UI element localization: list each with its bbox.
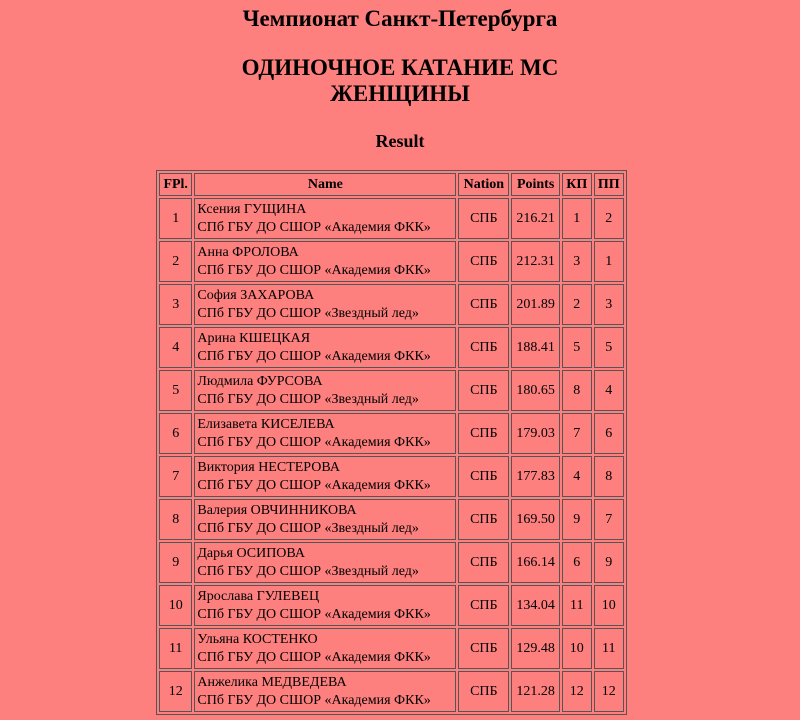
club-name: СПб ГБУ ДО СШОР «Академия ФКК» [197, 348, 431, 364]
pp-cell: 1 [594, 241, 624, 282]
club-name: СПб ГБУ ДО СШОР «Академия ФКК» [197, 606, 431, 622]
skater-name: Елизавета КИСЕЛЕВА [197, 416, 335, 432]
club-name: СПб ГБУ ДО СШОР «Академия ФКК» [197, 434, 431, 450]
club-name: СПб ГБУ ДО СШОР «Звездный лед» [197, 391, 419, 407]
points-cell: 201.89 [511, 284, 560, 325]
skater-name: Ксения ГУЩИНА [197, 201, 307, 217]
place-cell: 3 [159, 284, 192, 325]
pp-cell: 7 [594, 499, 624, 540]
points-cell: 169.50 [511, 499, 560, 540]
pp-cell: 11 [594, 628, 624, 669]
kp-cell: 4 [562, 456, 592, 497]
table-row [159, 241, 624, 282]
club-name: СПб ГБУ ДО СШОР «Академия ФКК» [197, 477, 431, 493]
name-cell [194, 241, 456, 282]
column-header-kp: КП [562, 173, 592, 196]
skater-name: Ульяна КОСТЕНКО [197, 631, 318, 647]
nation-cell: СПБ [458, 542, 509, 583]
name-cell [194, 499, 456, 540]
place-cell: 1 [159, 198, 192, 239]
nation-cell: СПБ [458, 370, 509, 411]
nation-cell: СПБ [458, 499, 509, 540]
place-cell: 5 [159, 370, 192, 411]
nation-cell: СПБ [458, 628, 509, 669]
skater-name: Виктория НЕСТЕРОВА [197, 459, 340, 475]
nation-cell: СПБ [458, 671, 509, 712]
points-cell: 179.03 [511, 413, 560, 454]
skater-name: Анна ФРОЛОВА [197, 244, 299, 260]
club-name: СПб ГБУ ДО СШОР «Академия ФКК» [197, 262, 431, 278]
place-cell: 6 [159, 413, 192, 454]
club-name: СПб ГБУ ДО СШОР «Звездный лед» [197, 563, 419, 579]
name-cell [194, 456, 456, 497]
event-title [0, 55, 800, 107]
nation-cell: СПБ [458, 585, 509, 626]
name-cell [194, 198, 456, 239]
event-title-line-2: ЖЕНЩИНЫ [330, 81, 470, 106]
pp-cell: 9 [594, 542, 624, 583]
section-heading: Result [375, 131, 425, 151]
skater-name: Людмила ФУРСОВА [197, 373, 323, 389]
skater-name: Анжелика МЕДВЕДЕВА [197, 674, 347, 690]
pp-cell: 10 [594, 585, 624, 626]
place-cell: 12 [159, 671, 192, 712]
kp-cell: 2 [562, 284, 592, 325]
skater-name: Арина КШЕЦКАЯ [197, 330, 311, 346]
skater-name: Валерия ОВЧИННИКОВА [197, 502, 357, 518]
pp-cell: 12 [594, 671, 624, 712]
name-cell [194, 370, 456, 411]
club-name: СПб ГБУ ДО СШОР «Академия ФКК» [197, 649, 431, 665]
points-cell: 166.14 [511, 542, 560, 583]
kp-cell: 8 [562, 370, 592, 411]
nation-cell: СПБ [458, 413, 509, 454]
skater-name: Дарья ОСИПОВА [197, 545, 305, 561]
table-row [159, 671, 624, 712]
place-cell: 10 [159, 585, 192, 626]
kp-cell: 6 [562, 542, 592, 583]
name-cell [194, 671, 456, 712]
nation-cell: СПБ [458, 284, 509, 325]
skater-name: София ЗАХАРОВА [197, 287, 315, 303]
points-cell: 180.65 [511, 370, 560, 411]
table-row [159, 456, 624, 497]
name-cell [194, 413, 456, 454]
club-name: СПб ГБУ ДО СШОР «Звездный лед» [197, 520, 419, 536]
column-header-pp: ПП [594, 173, 624, 196]
place-cell: 7 [159, 456, 192, 497]
points-cell: 134.04 [511, 585, 560, 626]
table-row [159, 370, 624, 411]
name-cell [194, 628, 456, 669]
results-table [156, 170, 627, 715]
column-header-fpl: FPl. [159, 173, 192, 196]
points-cell: 188.41 [511, 327, 560, 368]
kp-cell: 12 [562, 671, 592, 712]
kp-cell: 1 [562, 198, 592, 239]
points-cell: 129.48 [511, 628, 560, 669]
kp-cell: 9 [562, 499, 592, 540]
name-cell [194, 585, 456, 626]
pp-cell: 3 [594, 284, 624, 325]
table-row [159, 413, 624, 454]
points-cell: 216.21 [511, 198, 560, 239]
table-row [159, 585, 624, 626]
points-cell: 212.31 [511, 241, 560, 282]
name-cell [194, 327, 456, 368]
event-title-line-1: ОДИНОЧНОЕ КАТАНИЕ МС [241, 55, 559, 80]
kp-cell: 11 [562, 585, 592, 626]
column-header-name: Name [194, 173, 456, 196]
club-name: СПб ГБУ ДО СШОР «Звездный лед» [197, 305, 419, 321]
club-name: СПб ГБУ ДО СШОР «Академия ФКК» [197, 219, 431, 235]
kp-cell: 3 [562, 241, 592, 282]
skater-name: Ярослава ГУЛЕВЕЦ [197, 588, 320, 604]
pp-cell: 2 [594, 198, 624, 239]
table-header-row [159, 173, 624, 196]
kp-cell: 7 [562, 413, 592, 454]
nation-cell: СПБ [458, 241, 509, 282]
table-row [159, 499, 624, 540]
place-cell: 4 [159, 327, 192, 368]
points-cell: 121.28 [511, 671, 560, 712]
table-row [159, 628, 624, 669]
place-cell: 11 [159, 628, 192, 669]
club-name: СПб ГБУ ДО СШОР «Академия ФКК» [197, 692, 431, 708]
name-cell [194, 542, 456, 583]
table-row [159, 198, 624, 239]
nation-cell: СПБ [458, 198, 509, 239]
pp-cell: 5 [594, 327, 624, 368]
nation-cell: СПБ [458, 327, 509, 368]
nation-cell: СПБ [458, 456, 509, 497]
column-header-nation: Nation [458, 173, 509, 196]
pp-cell: 4 [594, 370, 624, 411]
points-cell: 177.83 [511, 456, 560, 497]
column-header-points: Points [511, 173, 560, 196]
kp-cell: 5 [562, 327, 592, 368]
page-title: Чемпионат Санкт-Петербурга [242, 6, 558, 31]
place-cell: 2 [159, 241, 192, 282]
kp-cell: 10 [562, 628, 592, 669]
name-cell [194, 284, 456, 325]
table-row [159, 542, 624, 583]
table-row [159, 327, 624, 368]
pp-cell: 8 [594, 456, 624, 497]
table-row [159, 284, 624, 325]
pp-cell: 6 [594, 413, 624, 454]
place-cell: 8 [159, 499, 192, 540]
place-cell: 9 [159, 542, 192, 583]
